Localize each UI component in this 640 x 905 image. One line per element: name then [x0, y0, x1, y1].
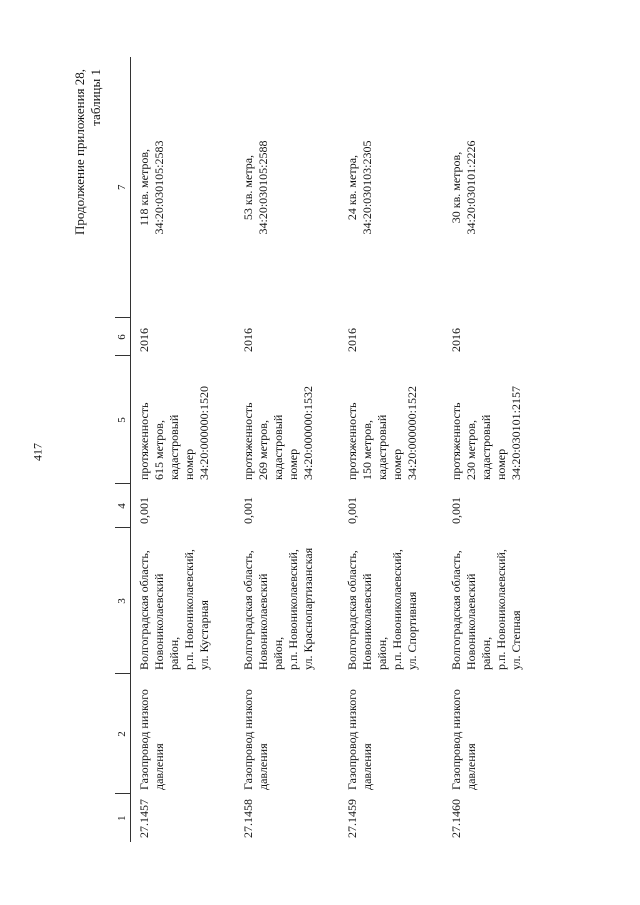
page-number: 417 [30, 443, 45, 461]
object-description: протяженность 615 метров, кадастровый номер 34:20:000000:1520 [137, 385, 211, 480]
page-header [72, 69, 104, 235]
object-area: 53 кв. метра, 34:20:030105:2588 [241, 140, 270, 235]
column-number-1: 1 [115, 794, 131, 842]
row-number: 27.1460 [449, 799, 463, 838]
column-number-4: 4 [115, 484, 131, 528]
object-area: 24 кв. метра, 34:20:030103:2305 [345, 140, 374, 235]
header-line-1: Продолжение приложения 28, [72, 68, 87, 236]
table-row [339, 57, 443, 842]
object-value: 0,001 [449, 497, 463, 524]
header-line-2: таблицы 1 [88, 68, 103, 126]
column-number-6: 6 [115, 318, 131, 356]
row-number: 27.1459 [345, 799, 359, 838]
object-address: Волгоградская область, Новониколаевский район, р.п. Новониколаевский, ул. Степная [449, 549, 523, 670]
column-number-row [115, 57, 131, 842]
column-number-7: 7 [115, 57, 131, 318]
object-year: 2016 [345, 328, 359, 352]
object-name: Газопровод низкого давления [241, 689, 270, 790]
table-row [131, 57, 236, 842]
rotated-table-wrapper [115, 57, 523, 842]
column-number-5: 5 [115, 356, 131, 484]
row-number: 27.1458 [241, 799, 255, 838]
object-year: 2016 [137, 328, 151, 352]
object-area: 118 кв. метров, 34:20:030105:2583 [137, 140, 166, 235]
object-area: 30 кв. метров, 34:20:030101:2226 [449, 140, 478, 235]
table-row [235, 57, 339, 842]
object-value: 0,001 [241, 497, 255, 524]
object-description: протяженность 150 метров, кадастровый номер 34:20:000000:1522 [345, 385, 419, 480]
object-name: Газопровод низкого давления [449, 689, 478, 790]
property-table [115, 57, 547, 842]
object-year: 2016 [449, 328, 463, 352]
table-row [443, 57, 547, 842]
object-value: 0,001 [345, 497, 359, 524]
column-number-3: 3 [115, 528, 131, 674]
object-address: Волгоградская область, Новониколаевский район, р.п. Новониколаевский, ул. Спортивная [345, 549, 419, 670]
object-address: Волгоградская область, Новониколаевский район, р.п. Новониколаевский, ул. Кустарная [137, 549, 211, 670]
object-name: Газопровод низкого давления [345, 689, 374, 790]
column-number-2: 2 [115, 674, 131, 794]
object-name: Газопровод низкого давления [137, 689, 166, 790]
object-year: 2016 [241, 328, 255, 352]
object-description: протяженность 230 метров, кадастровый номер 34:20:030101:2157 [449, 385, 523, 480]
object-description: протяженность 269 метров, кадастровый номер 34:20:000000:1532 [241, 385, 315, 480]
object-address: Волгоградская область, Новониколаевский район, р.п. Новониколаевский, ул. Краснопартизанская [241, 547, 315, 670]
row-number: 27.1457 [137, 799, 151, 838]
object-value: 0,001 [137, 497, 151, 524]
